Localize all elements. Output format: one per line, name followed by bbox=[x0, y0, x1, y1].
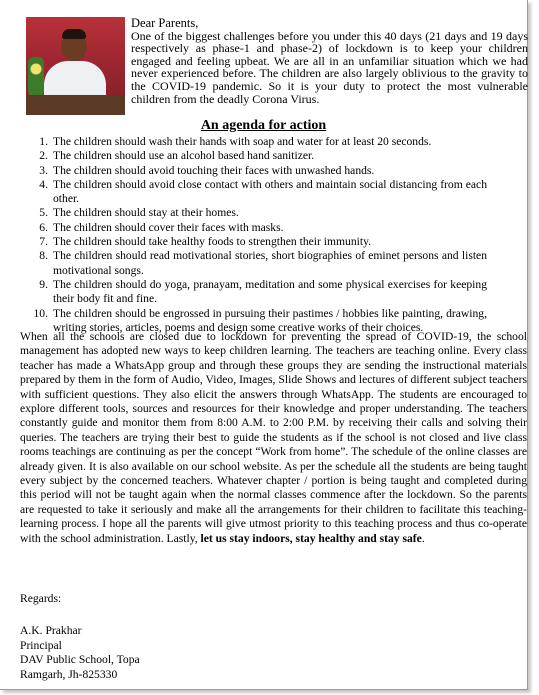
signature-school: DAV Public School, Topa bbox=[20, 653, 140, 667]
intro-paragraph: One of the biggest challenges before you under this 40 days (21 days and 19 days respectively as phase-1 and phase-2) of lockdown is to keep your children engaged and feeling upbeat. We are all in an unfamiliar situation which we had never experienced before. The children are also largely oblivious to the gravity to the COVID-19 pandemic. So it is your duty to protect the most vulnerable children from the deadly Corona Virus. bbox=[131, 28, 528, 106]
signature-name: A.K. Prakhar bbox=[20, 624, 82, 638]
agenda-item: 9. The children should do yoga, pranayam, meditation and some physical exercises for keeping their body fit and fine. bbox=[39, 277, 487, 306]
body-text: When all the schools are closed due to lockdown for preventing the spread of COVID-19, the school management has adopted new ways to keep children learning. The teachers are teaching online. Every class teacher has made a WhatsApp group and through these groups they are sending the instructional materials prepared by them in the form of Audio, Video, Images, Slide Shows and lectures of different subject teachers with sufficient questions. They also elicit the answers through WhatsApp. The students are encouraged to explore different tools, sources and resources for their knowledge and proper understanding. The teachers constantly guide and monitor them from 8:00 A.M. to 2:00 P.M. by receiving their calls and solving their queries. The teachers are trying their best to guide the students as if the school is not closed and live class rooms teachings are continuing as per the concept “Work from home”. The schedule of the online classes are already given. It is also available on our school website. As per the schedule all the students are being taught every subject by the concerned teachers. Whatever chapter / portion is being taught and completed during this period will not be taught again when the normal classes commence after the lockdown. So the parents are requested to take it seriously and make all the arrangements for their children to facilitate this teaching-learning process. I hope all the parents will give utmost priority to this teaching process and thus co-operate with the school administration. Lastly, bbox=[20, 330, 527, 545]
regards: Regards: bbox=[20, 592, 62, 605]
agenda-item: 4. The children should avoid close contact with others and maintain social distancing from each other. bbox=[39, 177, 487, 206]
body-end: . bbox=[421, 531, 425, 545]
agenda-item: 1. The children should wash their hands with soap and water for at least 20 seconds. bbox=[39, 135, 432, 148]
principal-photo bbox=[26, 17, 125, 115]
agenda-item: 8. The children should read motivational stories, short biographies of eminet persons and listen motivational songs. bbox=[39, 249, 487, 277]
flower-vase-shape bbox=[28, 57, 44, 97]
agenda-item: 7. The children should take healthy foods to strengthen their immunity. bbox=[39, 235, 372, 249]
agenda-list bbox=[20, 135, 487, 335]
body-emphasis: let us stay indoors, stay healthy and stay safe bbox=[200, 531, 422, 545]
greeting: Dear Parents, bbox=[131, 16, 199, 30]
spacer bbox=[20, 606, 320, 624]
agenda-item: 3. The children should avoid touching their faces with unwashed hands. bbox=[39, 163, 375, 177]
agenda-item: 2. The children should use an alcohol based hand sanitizer. bbox=[39, 149, 315, 163]
agenda-heading: An agenda for action bbox=[200, 118, 327, 133]
agenda-item: 5. The children should stay at their homes. bbox=[39, 206, 239, 220]
person-hair-shape bbox=[62, 29, 86, 39]
agenda-item: 10. The children should be engrossed in pursuing their pastimes / hobbies like painting, drawing, writing stories, articles, poems and design some creative works of their choices. bbox=[33, 306, 487, 334]
intro-block bbox=[131, 17, 528, 105]
body-paragraph bbox=[20, 330, 527, 546]
signature-title: Principal bbox=[20, 638, 62, 652]
desk-shape bbox=[26, 95, 125, 115]
closing-block bbox=[20, 592, 320, 682]
agenda-item: 6. The children should cover their faces with masks. bbox=[39, 220, 284, 234]
signature-address: Ramgarh, Jh-825330 bbox=[20, 667, 118, 681]
